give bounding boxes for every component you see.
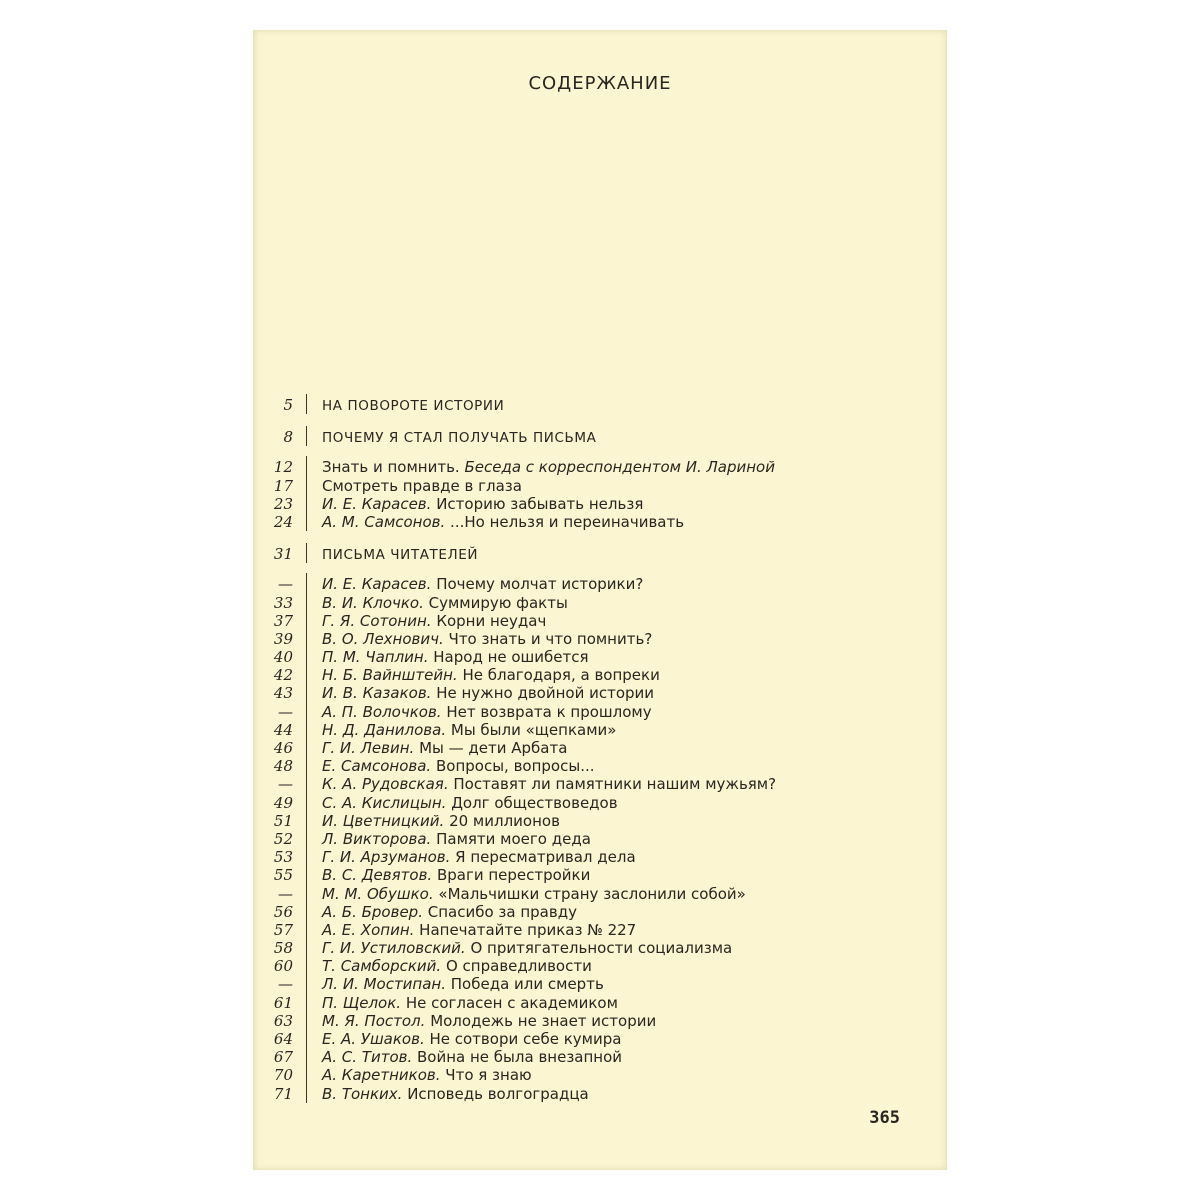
toc-divider-rule bbox=[306, 543, 307, 563]
toc-author: С. А. Кислицын. bbox=[322, 793, 447, 812]
toc-author: Л. И. Мостипан. bbox=[322, 975, 446, 994]
toc-page-number: 40 bbox=[273, 648, 293, 667]
toc-entry-row bbox=[253, 903, 947, 921]
toc-entry-row bbox=[253, 957, 947, 975]
toc-author: Е. Самсонова. bbox=[322, 757, 432, 776]
toc-entry bbox=[322, 612, 546, 630]
toc-author: М. М. Обушко. bbox=[322, 884, 434, 903]
toc-title: Спасибо за правду bbox=[422, 902, 577, 921]
toc-title: Историю забывать нельзя bbox=[431, 494, 644, 513]
toc-entry bbox=[322, 939, 732, 957]
toc-page-number: 39 bbox=[273, 629, 293, 648]
toc-page-number: — bbox=[278, 975, 293, 994]
toc-entry bbox=[322, 545, 478, 564]
toc-entry bbox=[322, 703, 652, 721]
toc-section-title: НА ПОВОРОТЕ ИСТОРИИ bbox=[322, 398, 505, 414]
toc-page-number: 58 bbox=[273, 939, 293, 958]
toc-subtitle: Беседа с корреспондентом И. Лариной bbox=[464, 458, 775, 477]
toc-title: Знать и помнить. bbox=[322, 458, 465, 477]
toc-entry-row bbox=[253, 513, 947, 531]
toc-divider-rule bbox=[306, 394, 307, 414]
toc-entry bbox=[322, 1012, 656, 1030]
toc-entry bbox=[322, 396, 504, 415]
toc-author: И. Цветницкий. bbox=[322, 811, 445, 830]
table-of-contents bbox=[253, 396, 947, 1103]
toc-title: 20 миллионов bbox=[444, 811, 560, 830]
toc-page-number: 37 bbox=[273, 611, 293, 630]
toc-entry bbox=[322, 1085, 589, 1103]
toc-author: Г. И. Левин. bbox=[322, 739, 415, 757]
toc-author: И. В. Казаков. bbox=[322, 684, 432, 703]
toc-entry-row bbox=[253, 866, 947, 884]
toc-entry bbox=[322, 513, 684, 531]
toc-page-number: 63 bbox=[273, 1011, 293, 1030]
toc-page-number: 42 bbox=[273, 666, 293, 685]
toc-page-number: 31 bbox=[273, 545, 293, 564]
toc-divider-rule bbox=[306, 573, 307, 1102]
toc-entry bbox=[322, 794, 618, 812]
toc-page-number: — bbox=[278, 775, 293, 794]
toc-title: Не нужно двойной истории bbox=[431, 684, 655, 703]
page-title: СОДЕРЖАНИЕ bbox=[528, 73, 672, 94]
toc-author: А. М. Самсонов. bbox=[322, 512, 446, 531]
toc-entry-row bbox=[253, 477, 947, 495]
toc-title: Победа или смерть bbox=[446, 975, 604, 994]
toc-page-number: 51 bbox=[273, 811, 293, 830]
toc-entry bbox=[322, 757, 595, 775]
toc-page-number: 8 bbox=[283, 428, 293, 447]
toc-section-title: ПИСЬМА ЧИТАТЕЛЕЙ bbox=[322, 547, 479, 564]
toc-author: Л. Викторова. bbox=[322, 829, 432, 848]
toc-author: В. Тонких. bbox=[322, 1084, 403, 1103]
toc-entry-row bbox=[253, 830, 947, 848]
toc-entry-row bbox=[253, 458, 947, 476]
toc-page-number: 55 bbox=[273, 866, 293, 885]
toc-author: М. Я. Постол. bbox=[322, 1011, 426, 1030]
toc-title: «Мальчишки страну заслонили собой» bbox=[433, 884, 746, 903]
toc-title: Я пересматривал дела bbox=[450, 848, 636, 867]
toc-section-title: ПОЧЕМУ Я СТАЛ ПОЛУЧАТЬ ПИСЬМА bbox=[322, 430, 597, 447]
toc-entry-row bbox=[253, 757, 947, 775]
toc-author: П. М. Чаплин. bbox=[322, 648, 429, 667]
toc-page-number: — bbox=[278, 702, 293, 721]
toc-entry-row bbox=[253, 1030, 947, 1048]
toc-entry-row bbox=[253, 1085, 947, 1103]
toc-page-number: 57 bbox=[273, 920, 293, 939]
toc-author: Т. Самборский. bbox=[322, 957, 442, 976]
toc-title: Памяти моего деда bbox=[431, 829, 591, 848]
toc-entry bbox=[322, 648, 589, 666]
toc-entry bbox=[322, 458, 775, 476]
page-number: 365 bbox=[869, 1108, 900, 1128]
toc-title: Враги перестройки bbox=[432, 866, 591, 885]
toc-page-number: 71 bbox=[273, 1084, 293, 1103]
toc-entry-row bbox=[253, 921, 947, 939]
toc-entry bbox=[322, 495, 643, 513]
toc-entry-row bbox=[253, 794, 947, 812]
toc-divider-rule bbox=[306, 426, 307, 446]
toc-title: Что знать и что помнить? bbox=[443, 629, 653, 648]
toc-entry-row bbox=[253, 630, 947, 648]
toc-entry bbox=[322, 428, 596, 447]
toc-entry-row bbox=[253, 594, 947, 612]
toc-entry bbox=[322, 1048, 622, 1066]
toc-entry bbox=[322, 666, 660, 684]
toc-author: И. Е. Карасев. bbox=[322, 494, 432, 513]
toc-title: Суммирую факты bbox=[423, 593, 568, 612]
toc-author: К. А. Рудовская. bbox=[322, 775, 449, 794]
toc-divider-rule bbox=[306, 456, 307, 531]
toc-author: Н. Д. Данилова. bbox=[322, 720, 447, 739]
toc-author: А. Е. Хопин. bbox=[322, 920, 415, 939]
toc-entry bbox=[322, 994, 618, 1012]
toc-author: А. С. Титов. bbox=[322, 1048, 413, 1067]
toc-entry bbox=[322, 885, 746, 903]
toc-title: Поставят ли памятники нашим мужьям? bbox=[448, 775, 777, 794]
toc-author: Г. И. Устиловский. bbox=[322, 939, 466, 958]
toc-entry-row bbox=[253, 721, 947, 739]
toc-entry-row bbox=[253, 994, 947, 1012]
toc-entry-row bbox=[253, 775, 947, 793]
toc-page-number: 12 bbox=[273, 458, 293, 477]
toc-author: Е. А. Ушаков. bbox=[322, 1030, 425, 1048]
toc-title: Мы — дети Арбата bbox=[414, 739, 568, 757]
toc-title: О справедливости bbox=[441, 957, 592, 976]
toc-page-number: 67 bbox=[273, 1048, 293, 1067]
book-page bbox=[253, 30, 947, 1170]
toc-entry bbox=[322, 477, 522, 495]
toc-page-number: 56 bbox=[273, 902, 293, 921]
toc-page-number: 44 bbox=[273, 720, 293, 739]
toc-section-row bbox=[253, 428, 947, 446]
toc-title: Почему молчат историки? bbox=[431, 575, 644, 594]
toc-page-number: 5 bbox=[283, 396, 293, 414]
toc-entry-row bbox=[253, 812, 947, 830]
toc-title: Вопросы, вопросы... bbox=[431, 757, 595, 776]
toc-author: П. Щелок. bbox=[322, 993, 402, 1012]
toc-entry bbox=[322, 812, 560, 830]
toc-title: Война не была внезапной bbox=[412, 1048, 623, 1067]
toc-author: А. Б. Бровер. bbox=[322, 902, 423, 921]
toc-entry bbox=[322, 975, 604, 993]
toc-title: Нет возврата к прошлому bbox=[441, 702, 652, 721]
toc-entry bbox=[322, 921, 636, 939]
toc-page-number: 23 bbox=[273, 494, 293, 513]
toc-title: ...Но нельзя и переиначивать bbox=[445, 512, 685, 531]
toc-entry bbox=[322, 957, 592, 975]
toc-page-number: 48 bbox=[273, 757, 293, 776]
toc-page-number: 43 bbox=[273, 684, 293, 703]
toc-author: А. Каретников. bbox=[322, 1066, 441, 1085]
toc-title: Долг обществоведов bbox=[446, 793, 618, 812]
toc-entry-row bbox=[253, 684, 947, 702]
toc-author: Г. И. Арзуманов. bbox=[322, 848, 451, 867]
toc-page-number: — bbox=[278, 884, 293, 903]
toc-section-row bbox=[253, 396, 947, 414]
toc-entry-row bbox=[253, 612, 947, 630]
toc-entry bbox=[322, 630, 652, 648]
toc-entry-row bbox=[253, 575, 947, 593]
toc-entry-row bbox=[253, 666, 947, 684]
toc-entry-row bbox=[253, 939, 947, 957]
toc-author: А. П. Волочков. bbox=[322, 702, 442, 721]
toc-entry-row bbox=[253, 975, 947, 993]
toc-entry bbox=[322, 866, 590, 884]
toc-entry-row bbox=[253, 885, 947, 903]
toc-entry bbox=[322, 575, 643, 593]
toc-author: И. Е. Карасев. bbox=[322, 575, 432, 594]
toc-entry bbox=[322, 739, 567, 757]
toc-entry bbox=[322, 684, 654, 702]
toc-entry-row bbox=[253, 1048, 947, 1066]
toc-title: Не сотвори себе кумира bbox=[424, 1030, 622, 1048]
toc-author: В. О. Лехнович. bbox=[322, 629, 444, 648]
toc-title: Смотреть правде в глаза bbox=[322, 476, 522, 495]
toc-page-number: 17 bbox=[273, 476, 293, 495]
toc-title: Исповедь волгоградца bbox=[402, 1084, 589, 1103]
toc-entry-row bbox=[253, 495, 947, 513]
toc-entry bbox=[322, 721, 616, 739]
toc-title: Мы были «щепками» bbox=[446, 720, 617, 739]
toc-page-number: 61 bbox=[273, 993, 293, 1012]
toc-title: Корни неудач bbox=[431, 611, 547, 630]
toc-author: В. И. Клочко. bbox=[322, 593, 424, 612]
toc-page-number: 70 bbox=[273, 1066, 293, 1085]
toc-entry bbox=[322, 775, 776, 793]
toc-author: В. С. Девятов. bbox=[322, 866, 433, 885]
toc-entry bbox=[322, 594, 568, 612]
toc-title: Что я знаю bbox=[440, 1066, 532, 1085]
toc-title: Не согласен с академиком bbox=[401, 993, 618, 1012]
toc-entry-row bbox=[253, 1066, 947, 1084]
toc-page-number: 24 bbox=[273, 512, 293, 531]
toc-page-number: 53 bbox=[273, 848, 293, 867]
toc-entry-row bbox=[253, 848, 947, 866]
toc-page-number: 60 bbox=[273, 957, 293, 976]
toc-page-number: 33 bbox=[273, 593, 293, 612]
toc-title: Народ не ошибется bbox=[428, 648, 589, 667]
toc-entry-row bbox=[253, 648, 947, 666]
toc-page-number: — bbox=[278, 575, 293, 594]
toc-page-number: 52 bbox=[273, 829, 293, 848]
toc-author: Г. Я. Сотонин. bbox=[322, 611, 432, 630]
toc-title: Напечатайте приказ № 227 bbox=[414, 920, 637, 939]
toc-page-number: 64 bbox=[273, 1030, 293, 1048]
toc-author: Н. Б. Вайнштейн. bbox=[322, 666, 458, 685]
toc-section-row bbox=[253, 545, 947, 563]
toc-entry-row bbox=[253, 703, 947, 721]
toc-entry bbox=[322, 848, 636, 866]
toc-title: Не благодаря, а вопреки bbox=[457, 666, 660, 685]
toc-entry-row bbox=[253, 1012, 947, 1030]
toc-title: О притягательности социализма bbox=[465, 939, 733, 958]
toc-page-number: 49 bbox=[273, 793, 293, 812]
toc-entry bbox=[322, 903, 577, 921]
toc-title: Молодежь не знает истории bbox=[425, 1011, 657, 1030]
toc-page-number: 46 bbox=[273, 739, 293, 757]
toc-entry bbox=[322, 1066, 532, 1084]
toc-entry bbox=[322, 1030, 621, 1048]
toc-entry bbox=[322, 830, 591, 848]
toc-entry-row bbox=[253, 739, 947, 757]
